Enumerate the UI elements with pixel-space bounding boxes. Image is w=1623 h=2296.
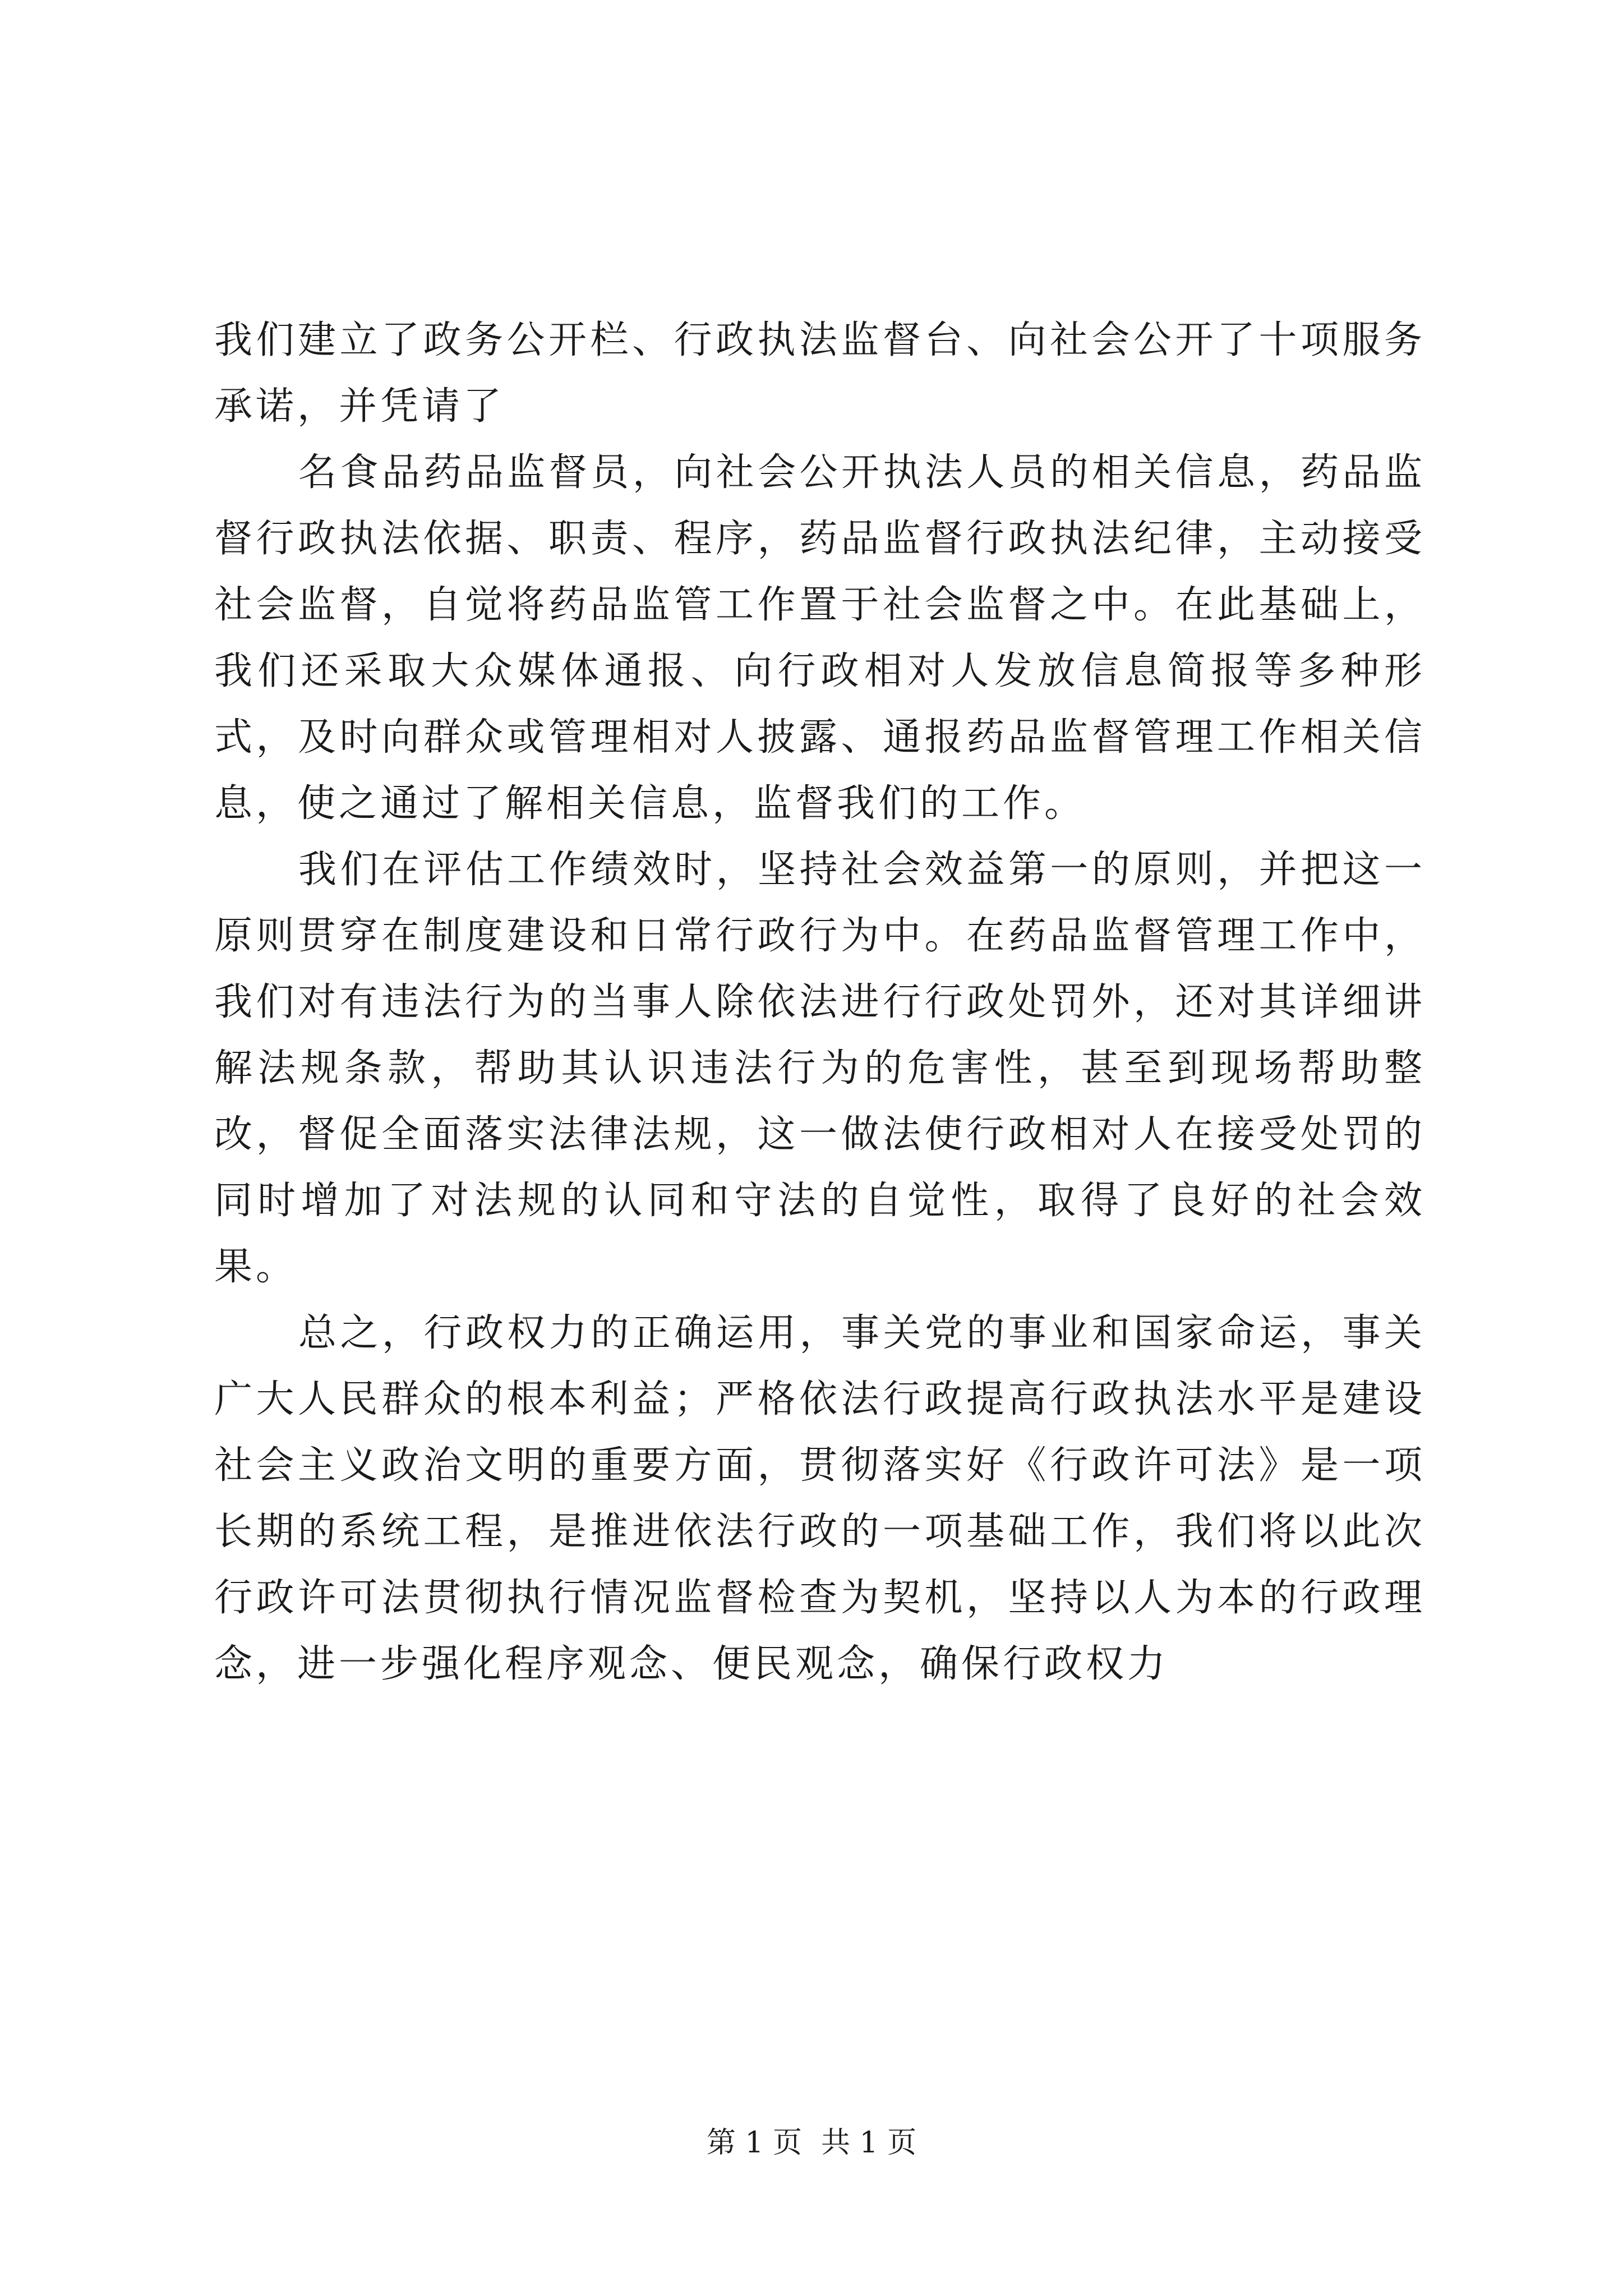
paragraph-3: 我们在评估工作绩效时，坚持社会效益第一的原则，并把这一原则贯穿在制度建设和日常行政行为中。在药品监督管理工作中，我们对有违法行为的当事人除依法进行行政处罚外，还对其详细讲解法规条款，帮助其认识违法行为的危害性，甚至到现场帮助整改，督促全面落实法律法规，这一做法使行政相对人在接受处罚的同时增加了对法规的认同和守法的自觉性，取得了良好的社会效果。 (214, 848, 1426, 1289)
paragraph-2: 名食品药品监督员，向社会公开执法人员的相关信息，药品监督行政执法依据、职责、程序，药品监督行政执法纪律，主动接受社会监督，自觉将药品监管工作置于社会监督之中。在此基础上，我们还采取大众媒体通报、向行政相对人发放信息简报等多种形式，及时向群众或管理相对人披露、通报药品监督管理工作相关信息，使之通过了解相关信息，监督我们的工作。 (214, 450, 1426, 826)
paragraph-1: 我们建立了政务公开栏、行政执法监督台、向社会公开了十项服务承诺，并凭请了 (214, 318, 1426, 429)
page-number: 第 1 页 (706, 2126, 802, 2160)
paragraph-4: 总之，行政权力的正确运用，事关党的事业和国家命运，事关广大人民群众的根本利益；严格依法行政提高行政执法水平是建设社会主义政治文明的重要方面，贯彻落实好《行政许可法》是一项长期的系统工程，是推进依法行政的一项基础工作，我们将以此次行政许可法贯彻执行情况监督检查为契机，坚持以人为本的行政理念，进一步强化程序观念、便民观念，确保行政权力 (214, 1311, 1426, 1686)
page-footer (0, 2123, 1623, 2162)
page-total: 共 1 页 (821, 2126, 917, 2160)
document-body (214, 307, 1426, 1697)
